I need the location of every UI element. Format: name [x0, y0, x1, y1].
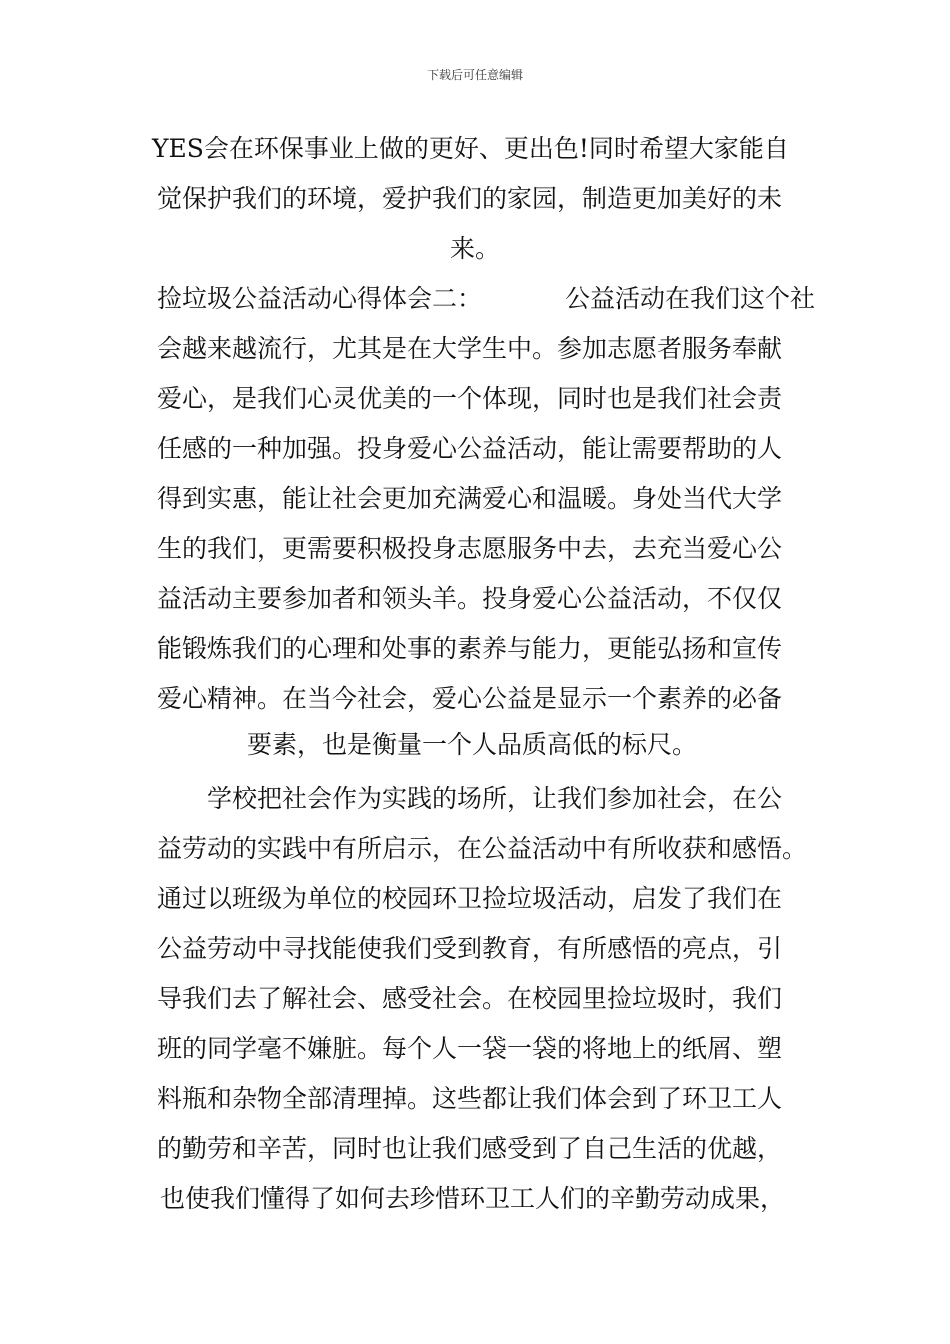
- text-line: 的勤劳和辛苦，同时也让我们感受到了自己生活的优越，: [157, 1134, 783, 1163]
- page-header: 下载后可任意编辑: [426, 68, 523, 82]
- text-line: 觉保护我们的环境，爱护我们的家园，制造更加美好的未: [157, 184, 783, 213]
- text-line: 料瓶和杂物全部清理掉。这些都让我们体会到了环卫工人: [157, 1084, 783, 1113]
- text-line: YES会在环保事业上做的更好、更出色!同时希望大家能自: [152, 134, 789, 163]
- text-line: 也使我们懂得了如何去珍惜环卫工人们的辛勤劳动成果，: [160, 1184, 786, 1213]
- text-line: 爱心，是我们心灵优美的一个体现，同时也是我们社会责: [157, 384, 783, 413]
- text-line: 班的同学毫不嫌脏。每个人一袋一袋的将地上的纸屑、塑: [157, 1034, 783, 1063]
- text-line: 导我们去了解社会、感受社会。在校园里捡垃圾时，我们: [157, 984, 783, 1013]
- paragraph-first-line: 学校把社会作为实践的场所，让我们参加社会，在公: [207, 784, 783, 813]
- text-line: 生的我们，更需要积极投身志愿服务中去，去充当爱心公: [157, 534, 783, 563]
- text-line: 来。: [449, 234, 500, 263]
- text-line: 爱心精神。在当今社会，爱心公益是显示一个素养的必备: [157, 684, 783, 713]
- section-heading-line: [157, 274, 815, 324]
- text-line: 得到实惠，能让社会更加充满爱心和温暖。身处当代大学: [157, 484, 783, 513]
- text-line: 益活动主要参加者和领头羊。投身爱心公益活动，不仅仅: [157, 584, 783, 613]
- text-line: 通过以班级为单位的校园环卫捡垃圾活动，启发了我们在: [157, 884, 783, 913]
- text-line: 公益劳动中寻找能使我们受到教育，有所感悟的亮点，引: [157, 934, 783, 963]
- text-line: 会越来越流行，尤其是在大学生中。参加志愿者服务奉献: [157, 334, 783, 363]
- text-line: 任感的一种加强。投身爱心公益活动，能让需要帮助的人: [157, 434, 783, 463]
- text-span: 公益活动在我们这个社: [565, 284, 816, 313]
- text-line: 能锻炼我们的心理和处事的素养与能力，更能弘扬和宣传: [157, 634, 783, 663]
- text-line: 益劳动的实践中有所启示，在公益活动中有所收获和感悟。: [157, 834, 808, 863]
- section-heading: 捡垃圾公益活动心得体会二：: [157, 284, 483, 313]
- text-line: 要素，也是衡量一个人品质高低的标尺。: [247, 730, 698, 759]
